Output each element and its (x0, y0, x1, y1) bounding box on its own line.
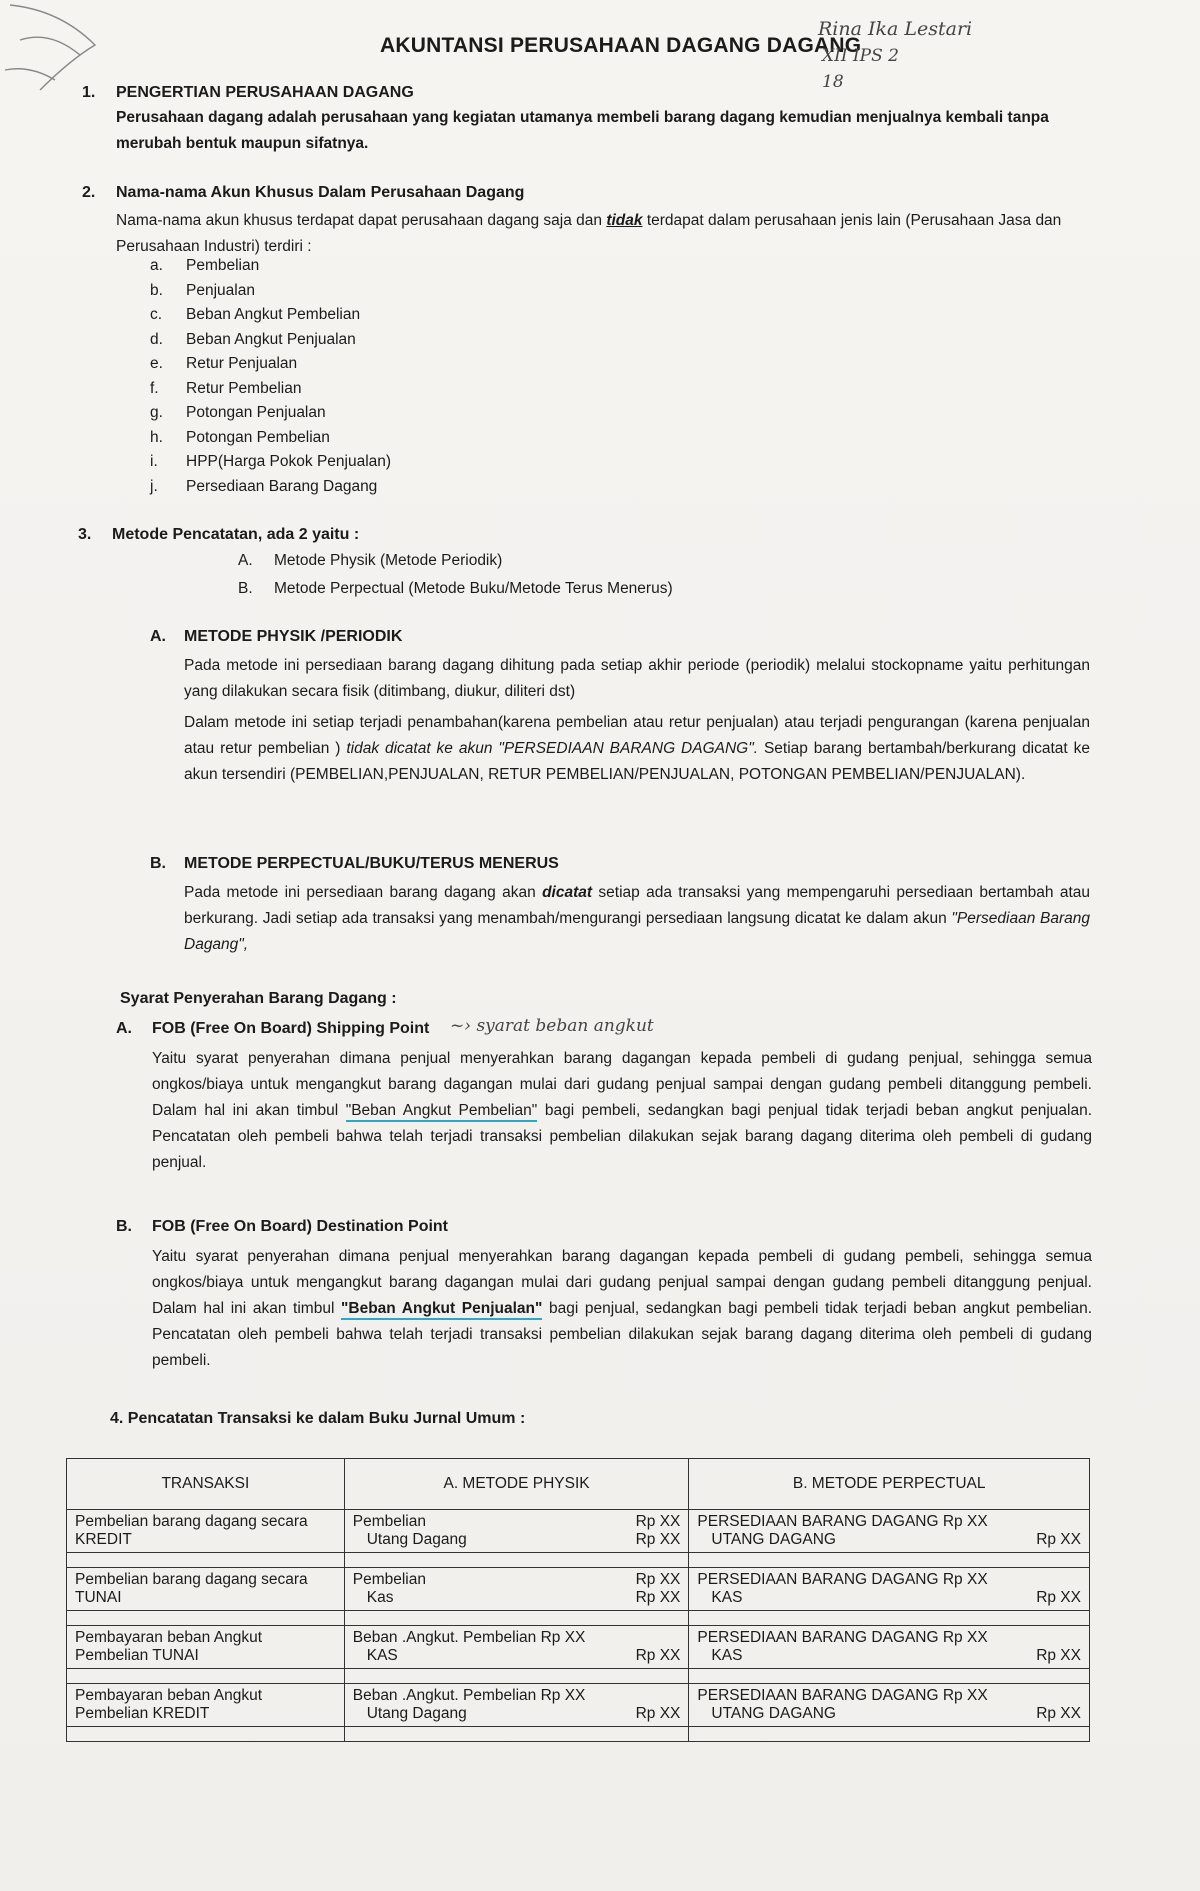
journal-amount: Rp XX (1036, 1589, 1081, 1606)
journal-entry-line (697, 1647, 1081, 1665)
journal-entry-line (353, 1589, 681, 1607)
journal-account: PERSEDIAAN BARANG DAGANG Rp XX (697, 1687, 988, 1704)
handwritten-number: 18 (822, 72, 844, 92)
journal-account: Beban .Angkut. Pembelian Rp XX (352, 1629, 586, 1646)
journal-entry-line (353, 1531, 681, 1549)
journal-physik-cell (344, 1568, 689, 1611)
physik-heading: METODE PHYSIK /PERIODIK (184, 628, 403, 645)
journal-account: KAS (711, 1589, 743, 1606)
journal-perpectual-cell (689, 1510, 1090, 1553)
perpectual-p-quote: "Persediaan Barang Dagang", (184, 910, 1090, 953)
journal-physik-cell (344, 1684, 689, 1727)
method-a-text: Metode Physik (Metode Periodik) (274, 552, 503, 569)
akun-list-item (150, 352, 391, 377)
journal-entry-line (353, 1629, 681, 1647)
syarat-b-underlined-term: "Beban Angkut Penjualan" (341, 1300, 542, 1320)
journal-spacer-row (67, 1669, 1090, 1684)
journal-spacer-row (67, 1553, 1090, 1568)
journal-account: PERSEDIAAN BARANG DAGANG Rp XX (697, 1513, 988, 1530)
syarat-a-underlined-term: "Beban Angkut Pembelian" (346, 1102, 538, 1122)
akun-list-item (150, 279, 391, 304)
journal-transaksi-cell (67, 1684, 345, 1727)
journal-transaksi-text: Pembayaran beban Angkut Pembelian KREDIT (75, 1687, 262, 1722)
journal-table (66, 1458, 1090, 1742)
akun-list-item (150, 377, 391, 402)
perpectual-p-italic: dicatat (542, 884, 593, 901)
journal-entry-line (697, 1531, 1081, 1549)
spacer-cell (67, 1611, 345, 1626)
journal-amount: Rp XX (635, 1531, 681, 1548)
journal-transaksi-text: Pembelian barang dagang secara KREDIT (75, 1513, 308, 1548)
syarat-a-p-part2: bagi pembeli, sedangkan bagi penjual tidak terjadi beban angkut penjualan. Pencatatan oleh pembeli bahwa telah terjadi transaksi pembelian dilakukan sejak barang dagang diterima oleh pembeli di gudang penjual. (152, 1102, 1093, 1171)
journal-account: PERSEDIAAN BARANG DAGANG Rp XX (697, 1629, 988, 1646)
journal-account: Utang Dagang (366, 1531, 467, 1548)
spacer-cell (67, 1669, 345, 1684)
akun-list-label: Pembelian (186, 257, 260, 274)
journal-spacer-row (67, 1727, 1090, 1742)
spacer-cell (689, 1727, 1090, 1742)
journal-perpectual-cell (689, 1568, 1090, 1611)
akun-list-item (150, 426, 391, 451)
spacer-cell (689, 1611, 1090, 1626)
akun-list-marker: h. (150, 428, 163, 446)
journal-entry-line (353, 1513, 681, 1531)
perpectual-marker: B. (150, 855, 166, 872)
journal-entry-line (353, 1571, 681, 1589)
akun-list-label: Penjualan (186, 281, 255, 299)
physik-paragraph-1: Pada metode ini persediaan barang dagang dihitung pada setiap akhir periode (periodik) melalui stockopname yaitu perhitungan yang dilakukan secara fisik (ditimbang, diukur, diliteri dst) (184, 657, 1090, 700)
journal-entry-line (697, 1589, 1081, 1607)
akun-list-marker: e. (150, 355, 163, 372)
header-transaksi: TRANSAKSI (67, 1459, 345, 1510)
akun-list-item (150, 254, 391, 279)
journal-table-row (67, 1510, 1090, 1553)
akun-list-marker: f. (150, 379, 159, 397)
journal-entry-line (353, 1705, 681, 1723)
method-b-marker: B. (238, 580, 253, 597)
journal-transaksi-cell (67, 1510, 345, 1553)
syarat-b-paragraph (152, 1244, 1092, 1374)
akun-list-marker: a. (150, 257, 163, 274)
spacer-cell (344, 1611, 689, 1626)
physik-p2-part2: Setiap barang bertambah/berkurang dicatat ke akun tersendiri (PEMBELIAN,PENJUALAN, RETUR PEMBELIAN/PENJUALAN, POTONGAN PEMBELIAN/PENJUALAN). (184, 740, 1091, 783)
journal-amount: Rp XX (635, 1589, 681, 1606)
journal-transaksi-cell (67, 1626, 345, 1669)
section-1-text: Perusahaan dagang adalah perusahaan yang kegiatan utamanya membeli barang dagang kemudian menjualnya kembali tanpa merubah bentuk maupun sifatnya. (116, 109, 1049, 152)
akun-list-marker: g. (150, 404, 163, 421)
journal-amount: Rp XX (1036, 1705, 1081, 1722)
journal-table-header (67, 1459, 1090, 1510)
akun-list-marker: i. (150, 453, 158, 470)
physik-paragraph-2 (184, 710, 1090, 788)
akun-khusus-list (150, 254, 391, 499)
method-a-marker: A. (238, 552, 253, 569)
journal-physik-cell (344, 1510, 689, 1553)
akun-list-label: Retur Pembelian (186, 379, 302, 397)
journal-amount: Rp XX (1036, 1531, 1081, 1548)
akun-list-label: Persediaan Barang Dagang (186, 477, 378, 495)
section-2-intro-part1: Nama-nama akun khusus terdapat dapat perusahaan dagang saja dan (116, 212, 603, 229)
method-b-line (238, 576, 673, 602)
journal-account: UTANG DAGANG (711, 1705, 836, 1722)
journal-account: Kas (366, 1589, 394, 1606)
syarat-a-handwritten-note: ~› syarat beban angkut (450, 1016, 654, 1036)
spacer-cell (689, 1553, 1090, 1568)
akun-list-label: Potongan Penjualan (186, 404, 326, 421)
journal-entry-line (353, 1647, 681, 1665)
akun-list-label: Retur Penjualan (186, 355, 298, 372)
physik-p2-part1: Dalam metode ini setiap terjadi penambahan(karena pembelian atau retur penjualan) atau terjadi pengurangan (karena penjualan atau retur pembelian ) (184, 714, 1090, 757)
journal-amount: Rp XX (635, 1513, 681, 1530)
journal-table-row (67, 1568, 1090, 1611)
syarat-b-p-part2: bagi penjual, sedangkan bagi pembeli tidak terjadi beban angkut pembelian. Pencatatan oleh pembeli bahwa telah terjadi transaksi pembelian dilakukan sejak barang dagang diterima oleh pembeli di gudang pembeli. (152, 1300, 1093, 1369)
section-2-heading: Nama-nama Akun Khusus Dalam Perusahaan Dagang (116, 184, 525, 201)
journal-entry-line (353, 1687, 681, 1705)
journal-account: PERSEDIAAN BARANG DAGANG Rp XX (697, 1571, 988, 1588)
akun-list-item (150, 475, 391, 500)
section-2-intro-underline: tidak (606, 212, 643, 229)
handwritten-class: XII IPS 2 (822, 46, 899, 66)
section-2-intro-part2: terdapat dalam perusahaan jenis lain (Perusahaan Jasa dan Perusahaan Industri) terdiri : (116, 212, 1062, 255)
akun-list-label: Potongan Pembelian (186, 428, 330, 446)
journal-transaksi-cell (67, 1568, 345, 1611)
journal-account: KAS (711, 1647, 743, 1664)
akun-list-marker: j. (150, 477, 158, 495)
journal-account: UTANG DAGANG (711, 1531, 836, 1548)
section-4-heading: 4. Pencatatan Transaksi ke dalam Buku Jurnal Umum : (110, 1410, 526, 1427)
journal-transaksi-text: Pembelian barang dagang secara TUNAI (75, 1571, 308, 1606)
akun-list-item (150, 328, 391, 353)
handwritten-name: Rina Ika Lestari (818, 18, 973, 40)
journal-entry-line (697, 1513, 1081, 1531)
syarat-a-marker: A. (116, 1020, 132, 1037)
journal-amount: Rp XX (635, 1571, 681, 1588)
journal-amount: Rp XX (635, 1647, 681, 1664)
journal-amount: Rp XX (1036, 1647, 1081, 1664)
syarat-a-heading: FOB (Free On Board) Shipping Point (152, 1020, 430, 1037)
akun-list-item (150, 401, 391, 426)
syarat-b-marker: B. (116, 1218, 132, 1235)
akun-list-marker: c. (150, 306, 163, 323)
journal-perpectual-cell (689, 1626, 1090, 1669)
syarat-b-p-part1: Yaitu syarat penyerahan dimana penjual menyerahkan barang dagangan kepada pembeli di gudang pembeli, sehingga semua ongkos/biaya untuk mengangkut barang dagangan mulai dari gudang penjual sampai dengan gudang pembeli ditanggung penjual. Dalam hal ini akan timbul (152, 1248, 1092, 1317)
perpectual-p-part2: setiap ada transaksi yang mempengaruhi persediaan bertambah atau berkurang. Jadi setiap ada transaksi yang menambah/mengurangi persediaan langsung dicatat ke dalam akun (184, 884, 1090, 927)
syarat-a-p-part1: Yaitu syarat penyerahan dimana penjual menyerahkan barang dagangan kepada pembeli di gudang penjual, sehingga semua ongkos/biaya untuk mengangkut barang dagangan mulai dari gudang penjual sampai dengan gudang pembeli ditanggung pembeli. Dalam hal ini akan timbul (152, 1050, 1092, 1119)
akun-list-label: Beban Angkut Pembelian (186, 306, 361, 323)
journal-table-row (67, 1626, 1090, 1669)
journal-account: Pembelian (352, 1571, 426, 1588)
perpectual-heading: METODE PERPECTUAL/BUKU/TERUS MENERUS (184, 855, 559, 872)
journal-entry-line (697, 1687, 1081, 1705)
akun-list-marker: d. (150, 330, 163, 348)
journal-account: Pembelian (352, 1513, 426, 1530)
section-3-number: 3. (78, 526, 92, 543)
journal-entry-line (697, 1571, 1081, 1589)
journal-transaksi-text: Pembayaran beban Angkut Pembelian TUNAI (75, 1629, 262, 1664)
method-b-text: Metode Perpectual (Metode Buku/Metode Terus Menerus) (274, 580, 673, 597)
akun-list-item (150, 450, 391, 475)
header-metode-perpectual: B. METODE PERPECTUAL (689, 1459, 1090, 1510)
journal-amount: Rp XX (635, 1705, 681, 1722)
journal-spacer-row (67, 1611, 1090, 1626)
method-a-line (238, 548, 502, 574)
journal-account: Utang Dagang (366, 1705, 467, 1722)
spacer-cell (344, 1669, 689, 1684)
physik-p2-italic: tidak dicatat ke akun "PERSEDIAAN BARANG DAGANG". (346, 740, 759, 757)
section-1-heading: PENGERTIAN PERUSAHAAN DAGANG (116, 84, 414, 101)
perpectual-paragraph (184, 880, 1090, 958)
akun-list-item (150, 303, 391, 328)
akun-list-label: Beban Angkut Penjualan (186, 330, 356, 348)
document-title: AKUNTANSI PERUSAHAAN DAGANG DAGANG (380, 34, 862, 57)
akun-list-marker: b. (150, 281, 163, 299)
spacer-cell (344, 1553, 689, 1568)
section-3-heading: Metode Pencatatan, ada 2 yaitu : (112, 526, 360, 543)
physik-marker: A. (150, 628, 166, 645)
syarat-b-heading: FOB (Free On Board) Destination Point (152, 1218, 449, 1235)
spacer-cell (689, 1669, 1090, 1684)
section-2-intro (116, 208, 1086, 260)
journal-account: KAS (366, 1647, 398, 1664)
syarat-heading: Syarat Penyerahan Barang Dagang : (120, 990, 397, 1007)
section-2-number: 2. (82, 184, 96, 201)
spacer-cell (67, 1553, 345, 1568)
perpectual-p-part1: Pada metode ini persediaan barang dagang akan (184, 884, 536, 901)
akun-list-label: HPP(Harga Pokok Penjualan) (186, 453, 392, 470)
journal-table-row (67, 1684, 1090, 1727)
journal-entry-line (697, 1705, 1081, 1723)
spacer-cell (67, 1727, 345, 1742)
journal-perpectual-cell (689, 1684, 1090, 1727)
syarat-a-paragraph (152, 1046, 1092, 1176)
journal-table-body (67, 1510, 1090, 1742)
section-1-number: 1. (82, 84, 96, 101)
journal-physik-cell (344, 1626, 689, 1669)
spacer-cell (344, 1727, 689, 1742)
journal-account: Beban .Angkut. Pembelian Rp XX (352, 1687, 586, 1704)
journal-entry-line (697, 1629, 1081, 1647)
header-metode-physik: A. METODE PHYSIK (344, 1459, 689, 1510)
